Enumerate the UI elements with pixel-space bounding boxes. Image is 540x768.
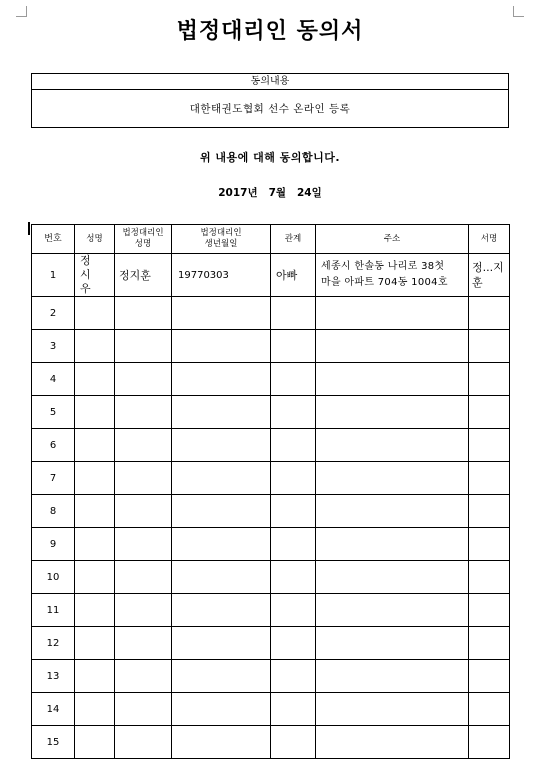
table-row [32,396,510,429]
cell-guardian-name[interactable] [115,627,172,660]
cell-guardian-name[interactable] [115,693,172,726]
cell-signature[interactable]: 정...지 훈 [469,254,510,297]
cell-signature[interactable] [469,462,510,495]
cell-no: 4 [32,363,75,396]
cell-address[interactable] [316,330,469,363]
cell-guardian-birth[interactable] [172,660,271,693]
cell-guardian-birth[interactable] [172,561,271,594]
cell-address[interactable] [316,462,469,495]
consent-header: 동의내용 [32,74,508,90]
cell-guardian-birth[interactable] [172,693,271,726]
cell-relation[interactable] [271,726,316,759]
cell-guardian-birth[interactable] [172,297,271,330]
cell-guardian-birth[interactable] [172,495,271,528]
table-row [32,429,510,462]
cell-relation[interactable]: 아빠 [271,254,316,297]
cell-no: 10 [32,561,75,594]
cell-address[interactable] [316,594,469,627]
cell-name[interactable] [75,330,115,363]
cell-guardian-name[interactable] [115,330,172,363]
cell-guardian-name[interactable] [115,396,172,429]
header-name: 성명 [75,225,115,254]
cell-name[interactable] [75,462,115,495]
cell-name[interactable] [75,528,115,561]
cell-address[interactable] [316,693,469,726]
table-row [32,627,510,660]
cell-guardian-name[interactable] [115,462,172,495]
cell-guardian-birth[interactable] [172,594,271,627]
document-title: 법정대리인 동의서 [176,19,364,44]
cell-address[interactable] [316,660,469,693]
cell-no: 3 [32,330,75,363]
cell-relation[interactable] [271,363,316,396]
cell-signature[interactable] [469,594,510,627]
cell-guardian-name[interactable] [115,594,172,627]
cell-guardian-birth[interactable] [172,627,271,660]
cell-address[interactable] [316,726,469,759]
cell-signature[interactable] [469,429,510,462]
cell-signature[interactable] [469,297,510,330]
cell-guardian-name[interactable] [115,660,172,693]
cell-address[interactable] [316,396,469,429]
cell-guardian-name[interactable] [115,726,172,759]
cell-guardian-birth[interactable] [172,528,271,561]
cell-no: 13 [32,660,75,693]
cell-signature[interactable] [469,660,510,693]
cell-address[interactable] [316,528,469,561]
cell-no: 11 [32,594,75,627]
cell-address[interactable] [316,561,469,594]
cell-relation[interactable] [271,594,316,627]
cell-name[interactable] [75,561,115,594]
cell-relation[interactable] [271,396,316,429]
cell-guardian-birth[interactable] [172,462,271,495]
cell-guardian-birth[interactable] [172,726,271,759]
table-row [32,297,510,330]
cell-guardian-name[interactable] [115,429,172,462]
cell-address[interactable] [316,429,469,462]
table-row [32,561,510,594]
cell-name[interactable] [75,396,115,429]
cell-guardian-name[interactable] [115,561,172,594]
cell-no: 14 [32,693,75,726]
header-signature: 서명 [469,225,510,254]
cell-address[interactable]: 세종시 한솔동 나리로 38첫 마을 아파트 704동 1004호 [316,254,469,297]
cell-no: 8 [32,495,75,528]
cell-name[interactable] [75,495,115,528]
cell-relation[interactable] [271,495,316,528]
cell-name[interactable] [75,363,115,396]
cell-guardian-birth[interactable]: 19770303 [172,254,271,297]
table-row [32,254,510,297]
cell-relation[interactable] [271,297,316,330]
cell-signature[interactable] [469,561,510,594]
text-cursor [28,222,30,235]
cell-address[interactable] [316,363,469,396]
cell-no: 6 [32,429,75,462]
table-row [32,726,510,759]
header-address: 주소 [316,225,469,254]
header-guardian-birth: 법정대리인 생년월일 [172,225,271,254]
table-row [32,528,510,561]
cell-name[interactable] [75,297,115,330]
cell-address[interactable] [316,495,469,528]
cell-signature[interactable] [469,693,510,726]
cell-signature[interactable] [469,627,510,660]
table-row [32,495,510,528]
cell-name[interactable] [75,660,115,693]
cell-name[interactable] [75,627,115,660]
cell-relation[interactable] [271,330,316,363]
cell-no: 5 [32,396,75,429]
table-header-row [32,225,510,254]
cell-relation[interactable] [271,627,316,660]
cell-guardian-birth[interactable] [172,396,271,429]
cell-guardian-name[interactable] [115,495,172,528]
header-relation: 관계 [271,225,316,254]
table-row [32,330,510,363]
cell-guardian-name[interactable] [115,528,172,561]
cell-no: 12 [32,627,75,660]
header-no: 번호 [32,225,75,254]
cell-name[interactable]: 정 시 우 [75,254,115,297]
cell-relation[interactable] [271,429,316,462]
cell-guardian-birth[interactable] [172,363,271,396]
cell-relation[interactable] [271,528,316,561]
guardian-table [31,224,510,759]
cell-no: 9 [32,528,75,561]
cell-no: 1 [32,254,75,297]
cell-name[interactable] [75,429,115,462]
cell-relation[interactable] [271,462,316,495]
cell-no: 15 [32,726,75,759]
cell-no: 7 [32,462,75,495]
document-date: 2017년 7월 24일 [218,187,322,199]
cell-address[interactable] [316,627,469,660]
cell-guardian-name[interactable]: 정지훈 [115,254,172,297]
table-row [32,594,510,627]
consent-box [31,73,509,128]
table-row [32,693,510,726]
cell-relation[interactable] [271,660,316,693]
agreement-statement: 위 내용에 대해 동의합니다. [199,151,341,164]
cell-signature[interactable] [469,330,510,363]
cell-guardian-birth[interactable] [172,429,271,462]
cell-signature[interactable] [469,528,510,561]
cell-guardian-name[interactable] [115,363,172,396]
cell-address[interactable] [316,297,469,330]
cell-name[interactable] [75,726,115,759]
header-guardian-name: 법정대리인 성명 [115,225,172,254]
table-row [32,363,510,396]
cell-no: 2 [32,297,75,330]
cell-signature[interactable] [469,726,510,759]
cell-signature[interactable] [469,396,510,429]
cell-relation[interactable] [271,561,316,594]
cell-guardian-birth[interactable] [172,330,271,363]
cell-signature[interactable] [469,363,510,396]
consent-body: 대한태권도협회 선수 온라인 등록 [189,103,351,115]
cell-name[interactable] [75,594,115,627]
cell-relation[interactable] [271,693,316,726]
table-row [32,462,510,495]
cell-guardian-name[interactable] [115,297,172,330]
table-row [32,660,510,693]
cell-signature[interactable] [469,495,510,528]
cell-name[interactable] [75,693,115,726]
